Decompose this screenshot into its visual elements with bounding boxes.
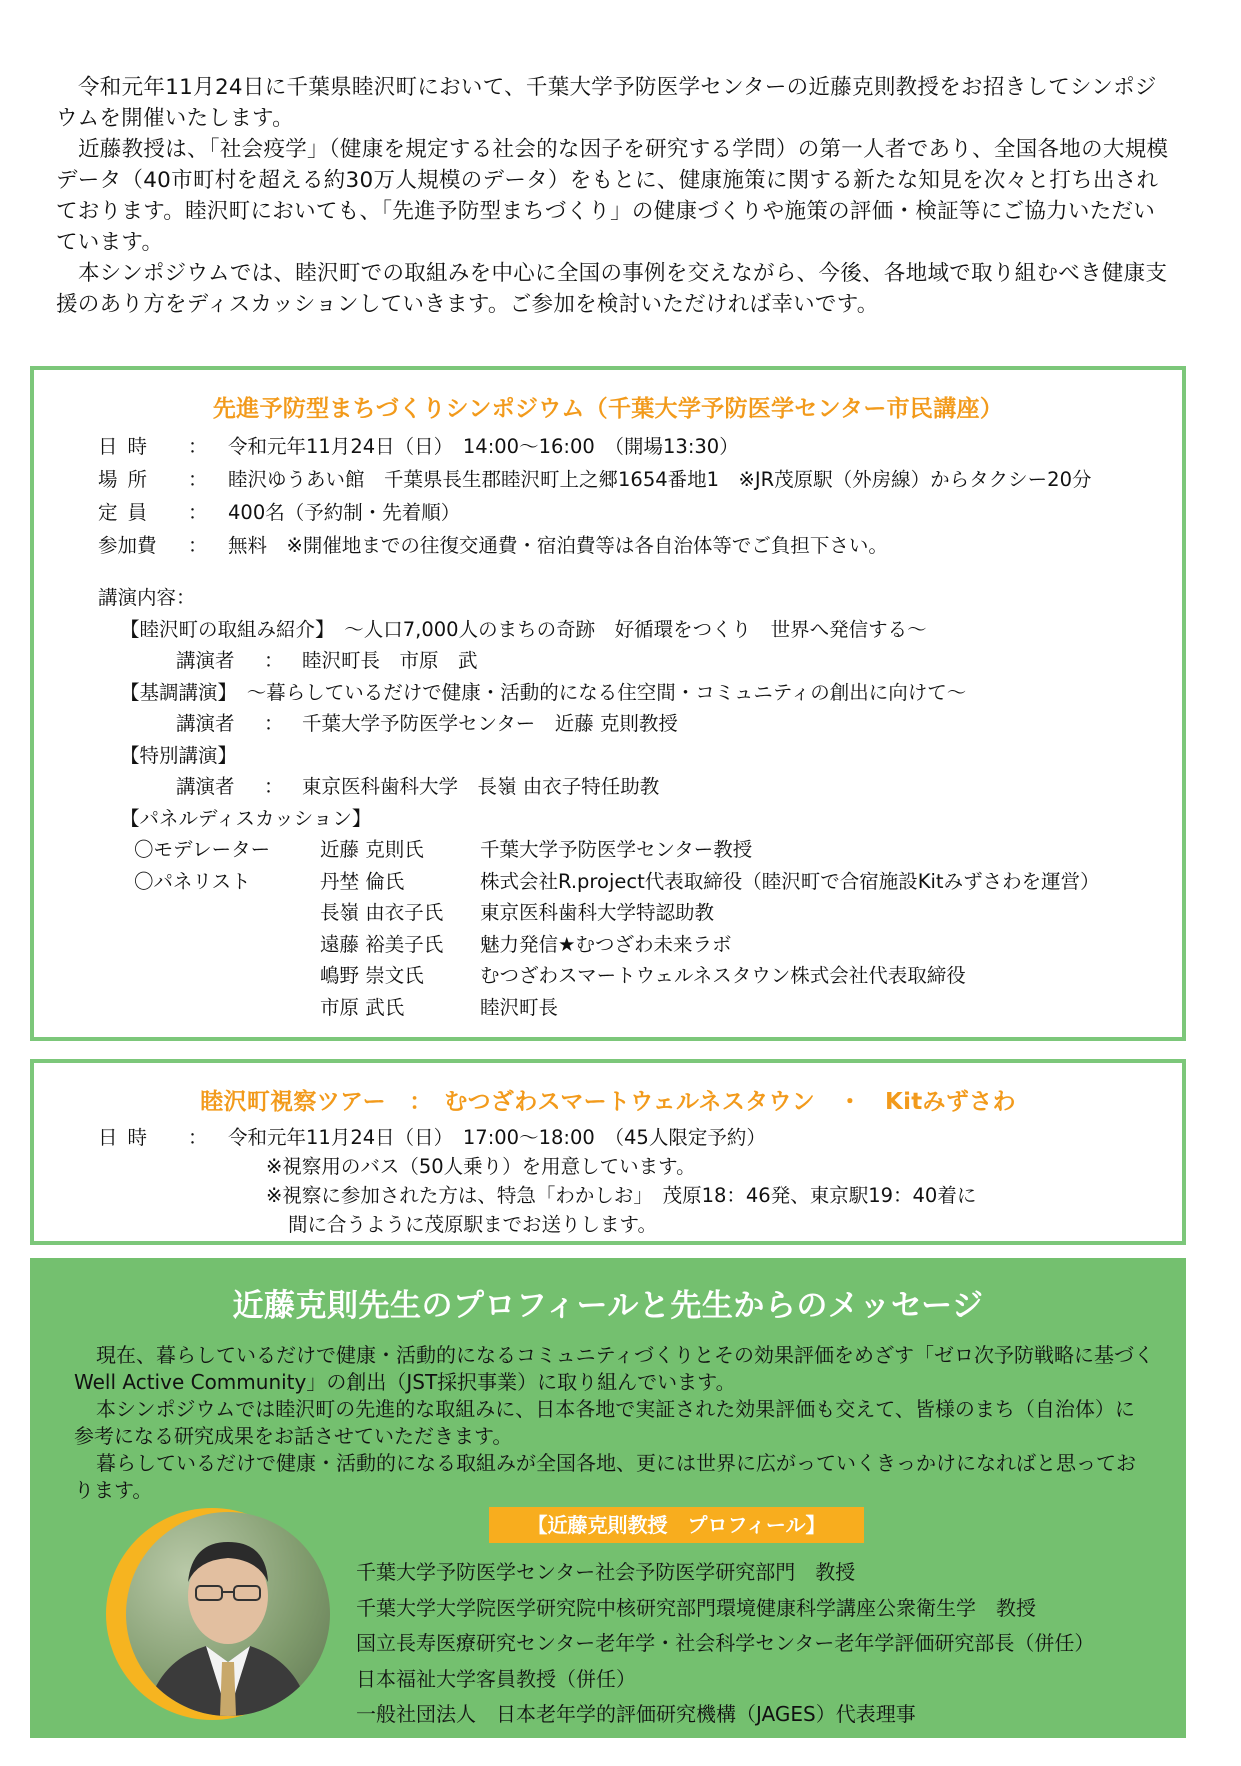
panel-row — [134, 897, 1100, 929]
panel-role — [134, 992, 320, 1024]
profile-item: 千葉大学大学院医学研究院中核研究部門環境健康科学講座公衆衛生学 教授 — [356, 1595, 1036, 1620]
message-paragraph: 暮らしているだけで健康・活動的になる取組みが全国各地、更には世界に広がっていくきっかけになればと思っております。 — [74, 1451, 1136, 1502]
tour-colon: ： — [188, 1126, 208, 1149]
panel-row — [134, 992, 1100, 1024]
panel-affiliation: 睦沢町長 — [480, 995, 559, 1019]
intro-paragraph: 本シンポジウムでは、睦沢町での取組みを中心に全国の事例を交えながら、今後、各地域で取り組むべき健康支援のあり方をディスカッションしていきます。ご参加を検討いただければ幸いです。 — [56, 261, 1168, 317]
info-value: 無料 ※開催地までの往復交通費・宿泊費等は各自治体等でご負担下さい。 — [228, 534, 888, 557]
profile-message — [74, 1342, 1154, 1504]
profile-item: 国立長寿医療研究センター老年学・社会科学センター老年学評価研究部長（併任） — [356, 1631, 1095, 1655]
symposium-info — [98, 430, 1092, 562]
person-icon — [126, 1512, 330, 1716]
speaker-colon: ： — [264, 649, 284, 672]
info-colon: ： — [188, 501, 208, 524]
info-colon: ： — [188, 534, 208, 557]
profile-item: 一般社団法人 日本老年学的評価研究機構（JAGES）代表理事 — [356, 1702, 916, 1726]
panel-name: 長嶺 由衣子氏 — [320, 901, 444, 924]
info-colon: ： — [188, 468, 208, 491]
panel-affiliation: むつざわスマートウェルネスタウン株式会社代表取締役 — [480, 964, 966, 987]
info-value: 睦沢ゆうあい館 千葉県長生郡睦沢町上之郷1654番地1 ※JR茂原駅（外房線）からタクシー20分 — [228, 468, 1092, 491]
panel-role: 〇モデレーター — [134, 838, 271, 861]
tour-row — [98, 1123, 976, 1152]
speaker-colon: ： — [264, 775, 284, 798]
profile-section — [30, 1258, 1186, 1738]
panel-row — [134, 866, 1100, 898]
info-row — [98, 529, 1092, 562]
tour-note: 間に合うように茂原駅までお送りします。 — [288, 1213, 657, 1236]
intro-paragraph: 令和元年11月24日に千葉県睦沢町において、千葉大学予防医学センターの近藤克則教授をお招きしてシンポジウムを開催いたします。 — [56, 75, 1157, 131]
info-key: 日時 — [98, 435, 158, 458]
panel-row — [134, 929, 1100, 961]
panel-name: 丹埜 倫氏 — [320, 869, 405, 893]
profile-list — [356, 1555, 1094, 1733]
speaker-colon: ： — [264, 712, 284, 735]
panel-affiliation: 株式会社R.project代表取締役（睦沢町で合宿施設Kitみずさわを運営） — [480, 869, 1100, 893]
symposium-title: 先進予防型まちづくりシンポジウム（千葉大学予防医学センター市民講座） — [212, 396, 1004, 422]
speaker-name: 睦沢町長 市原 武 — [302, 649, 478, 672]
info-value: 令和元年11月24日（日） 14:00～16:00 （開場13:30） — [228, 435, 739, 458]
info-row — [98, 463, 1092, 496]
lecture-speaker — [176, 708, 1100, 740]
panel-role — [134, 897, 320, 929]
lecture-title: 【特別講演】 — [120, 743, 238, 767]
intro-text — [56, 72, 1176, 320]
info-key: 定員 — [98, 501, 158, 524]
intro-paragraph: 近藤教授は、「社会疫学」（健康を規定する社会的な因子を研究する学問）の第一人者であり、全国各地の大規模データ（40市町村を超える約30万人規模のデータ）をもとに、健康施策に関する新たな知見を次々と打ち出されております。睦沢町においても、「先進予防型まちづくり」の健康づくりや施策の評価・検証等にご協力いただいています。 — [56, 137, 1169, 255]
lecture-title: 【基調講演】 ～暮らしているだけで健康・活動的になる住空間・コミュニティの創出に向けて～ — [120, 680, 967, 704]
panel-role — [134, 929, 320, 961]
info-colon: ： — [188, 435, 208, 458]
panel-role: 〇パネリスト — [134, 869, 251, 893]
panel-list — [134, 834, 1100, 1023]
lecture-list — [98, 582, 1100, 1023]
panel-row — [134, 834, 1100, 866]
panel-affiliation: 東京医科歯科大学特認助教 — [480, 901, 715, 924]
profile-item: 千葉大学予防医学センター社会予防医学研究部門 教授 — [356, 1560, 856, 1584]
info-row — [98, 496, 1092, 529]
speaker-role: 講演者 — [176, 712, 235, 735]
lectures-heading: 講演内容： — [98, 586, 196, 609]
lecture-title: 【睦沢町の取組み紹介】 ～人口7,000人のまちの奇跡 好循環をつくり 世界へ発信する～ — [120, 617, 927, 641]
speaker-role: 講演者 — [176, 775, 235, 798]
lecture-speaker — [176, 771, 1100, 803]
panel-role — [134, 960, 320, 992]
info-value: 400名（予約制・先着順） — [228, 501, 461, 524]
tour-title: 睦沢町視察ツアー ： むつざわスマートウェルネスタウン ・ Kitみずさわ — [200, 1089, 1016, 1115]
speaker-role: 講演者 — [176, 649, 235, 672]
speaker-name: 千葉大学予防医学センター 近藤 克則教授 — [302, 712, 678, 735]
info-key: 場所 — [98, 468, 158, 491]
tour-body — [98, 1123, 976, 1239]
info-row — [98, 430, 1092, 463]
message-paragraph: 本シンポジウムでは睦沢町の先進的な取組みに、日本各地で実証された効果評価も交えて、皆様のまち（自治体）に参考になる研究成果をお話させていただきます。 — [74, 1397, 1135, 1448]
info-key: 参加費 — [98, 534, 157, 557]
speaker-name: 東京医科歯科大学 長嶺 由衣子特任助教 — [302, 775, 660, 798]
symposium-box — [30, 366, 1186, 1041]
panel-affiliation: 千葉大学予防医学センター教授 — [480, 838, 753, 861]
panel-name: 市原 武氏 — [320, 995, 405, 1019]
tour-note: ※視察に参加された方は、特急「わかしお」 茂原18：46発、東京駅19：40着に — [266, 1184, 977, 1207]
tour-box — [30, 1059, 1186, 1245]
tour-key: 日時 — [98, 1126, 158, 1149]
panel-row — [134, 960, 1100, 992]
profile-label: 【近藤克則教授 プロフィール】 — [489, 1507, 864, 1543]
panel-affiliation: 魅力発信★むつざわ未来ラボ — [480, 932, 732, 956]
lecture-speaker — [176, 645, 1100, 677]
profile-title: 近藤克則先生のプロフィールと先生からのメッセージ — [232, 1288, 984, 1324]
message-paragraph: 現在、暮らしているだけで健康・活動的になるコミュニティづくりとその効果評価をめざす「ゼロ次予防戦略に基づくWell Active Community」の創出（JST採択事業）に取り組んでいます。 — [74, 1343, 1154, 1394]
panel-name: 遠藤 裕美子氏 — [320, 932, 444, 956]
portrait-image — [126, 1512, 330, 1716]
tour-value: 令和元年11月24日（日） 17:00～18:00 （45人限定予約） — [228, 1126, 766, 1149]
tour-note: ※視察用のバス（50人乗り）を用意しています。 — [266, 1155, 696, 1178]
panel-heading: 【パネルディスカッション】 — [120, 806, 372, 830]
panel-name: 近藤 克則氏 — [320, 838, 424, 861]
profile-item: 日本福祉大学客員教授（併任） — [356, 1666, 636, 1691]
portrait-photo — [106, 1508, 318, 1720]
panel-name: 嶋野 崇文氏 — [320, 964, 424, 987]
